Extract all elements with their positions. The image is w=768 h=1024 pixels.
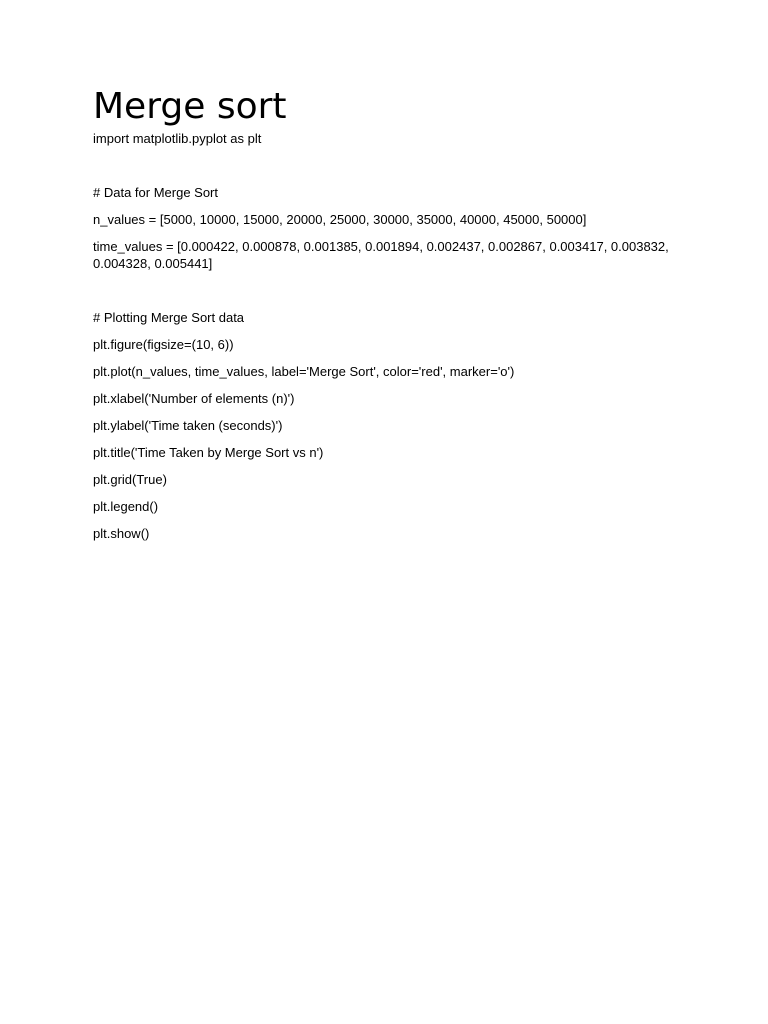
code-line-grid: plt.grid(True) bbox=[93, 472, 167, 487]
code-line-plot: plt.plot(n_values, time_values, label='Merge Sort', color='red', marker='o') bbox=[93, 364, 515, 379]
code-line-import: import matplotlib.pyplot as plt bbox=[93, 131, 262, 146]
code-line-n-values: n_values = [5000, 10000, 15000, 20000, 25000, 30000, 35000, 40000, 45000, 50000] bbox=[93, 212, 587, 227]
blank-line bbox=[93, 282, 683, 299]
code-line-legend: plt.legend() bbox=[93, 499, 159, 514]
code-line-time-values: time_values = [0.000422, 0.000878, 0.001385, 0.001894, 0.002437, 0.002867, 0.003417, 0.003832, 0.004328, 0.005441] bbox=[93, 239, 673, 271]
document-page bbox=[93, 86, 683, 552]
blank-line bbox=[93, 157, 683, 174]
code-line-xlabel: plt.xlabel('Number of elements (n)') bbox=[93, 391, 295, 406]
code-line-ylabel: plt.ylabel('Time taken (seconds)') bbox=[93, 418, 283, 433]
code-line-plot-comment: # Plotting Merge Sort data bbox=[93, 310, 245, 325]
code-line-title: plt.title('Time Taken by Merge Sort vs n') bbox=[93, 445, 324, 460]
code-line-data-comment: # Data for Merge Sort bbox=[93, 185, 218, 200]
code-line-figure: plt.figure(figsize=(10, 6)) bbox=[93, 337, 234, 352]
document-title: Merge sort bbox=[93, 86, 287, 127]
code-line-show: plt.show() bbox=[93, 526, 150, 541]
